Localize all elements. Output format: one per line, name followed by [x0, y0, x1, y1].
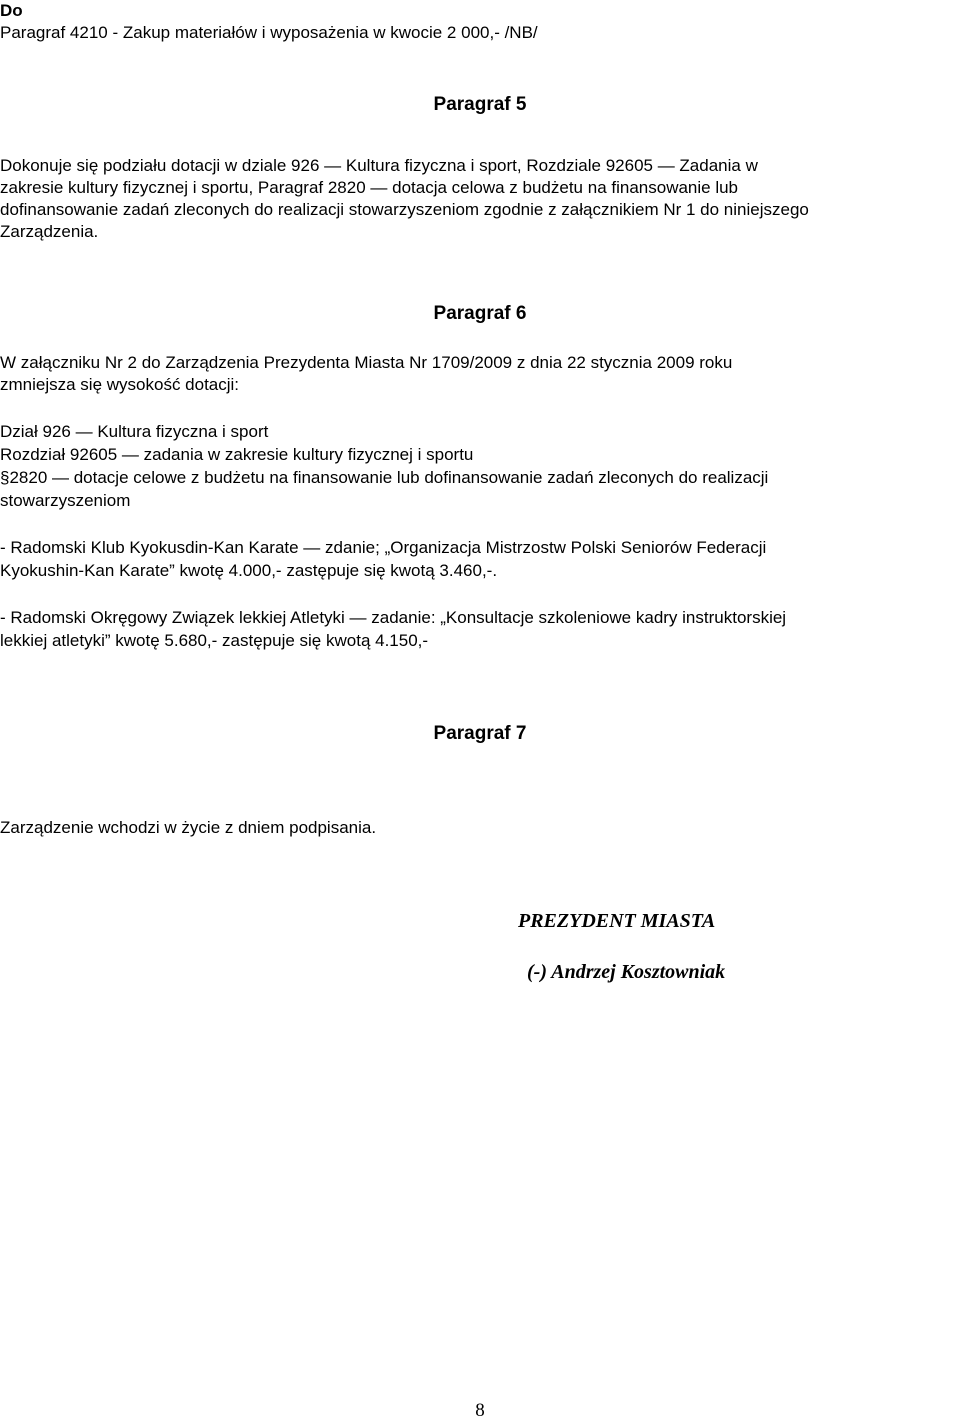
paragraf-7-heading: Paragraf 7	[433, 723, 527, 744]
grant-item-karate: - Radomski Klub Kyokusdin-Kan Karate — zdanie; „Organizacja Mistrzostw Polski Seniorów Federacji	[0, 538, 767, 557]
paragraf-6-intro-line: W załączniku Nr 2 do Zarządzenia Prezydenta Miasta Nr 1709/2009 z dnia 22 stycznia 2009 roku	[0, 353, 733, 372]
signature-title: PREZYDENT MIASTA	[518, 910, 716, 932]
signature-name: (-) Andrzej Kosztowniak	[527, 961, 726, 983]
budget-line-4210: Paragraf 4210 - Zakup materiałów i wyposażenia w kwocie 2 000,- /NB/	[0, 23, 538, 42]
rozdzial-line: Rozdział 92605 — zadania w zakresie kultury fizycznej i sportu	[0, 445, 474, 464]
paragraf-5-line: Zarządzenia.	[0, 222, 99, 241]
paragraf-6-heading: Paragraf 6	[433, 303, 527, 324]
do-label: Do	[0, 1, 23, 20]
page-number: 8	[475, 1400, 485, 1421]
paragraf-6-intro-line: zmniejsza się wysokość dotacji:	[0, 375, 240, 394]
paragraf-5-heading: Paragraf 5	[433, 94, 527, 115]
paragraf-7-text: Zarządzenie wchodzi w życie z dniem podpisania.	[0, 818, 377, 837]
paragraf-5-line: Dokonuje się podziału dotacji w dziale 926 — Kultura fizyczna i sport, Rozdziale 92605 — Zadania w	[0, 156, 758, 175]
grant-item-athletics: - Radomski Okręgowy Związek lekkiej Atletyki — zadanie: „Konsultacje szkoleniowe kadry instruktorskiej	[0, 608, 787, 627]
paragraf-2820-line: stowarzyszeniom	[0, 491, 131, 510]
paragraf-5-line: zakresie kultury fizycznej i sportu, Paragraf 2820 — dotacja celowa z budżetu na finansowanie lub	[0, 178, 739, 197]
paragraf-5-line: dofinansowanie zadań zleconych do realizacji stowarzyszeniom zgodnie z załącznikiem Nr 1 do niniejszego	[0, 200, 809, 219]
paragraf-2820-line: §2820 — dotacje celowe z budżetu na finansowanie lub dofinansowanie zadań zleconych do realizacji	[0, 468, 769, 487]
dzial-line: Dział 926 — Kultura fizyczna i sport	[0, 422, 269, 441]
grant-item-athletics: lekkiej atletyki” kwotę 5.680,- zastępuje się kwotą 4.150,-	[0, 631, 429, 650]
grant-item-karate: Kyokushin-Kan Karate” kwotę 4.000,- zastępuje się kwotą 3.460,-.	[0, 561, 498, 580]
